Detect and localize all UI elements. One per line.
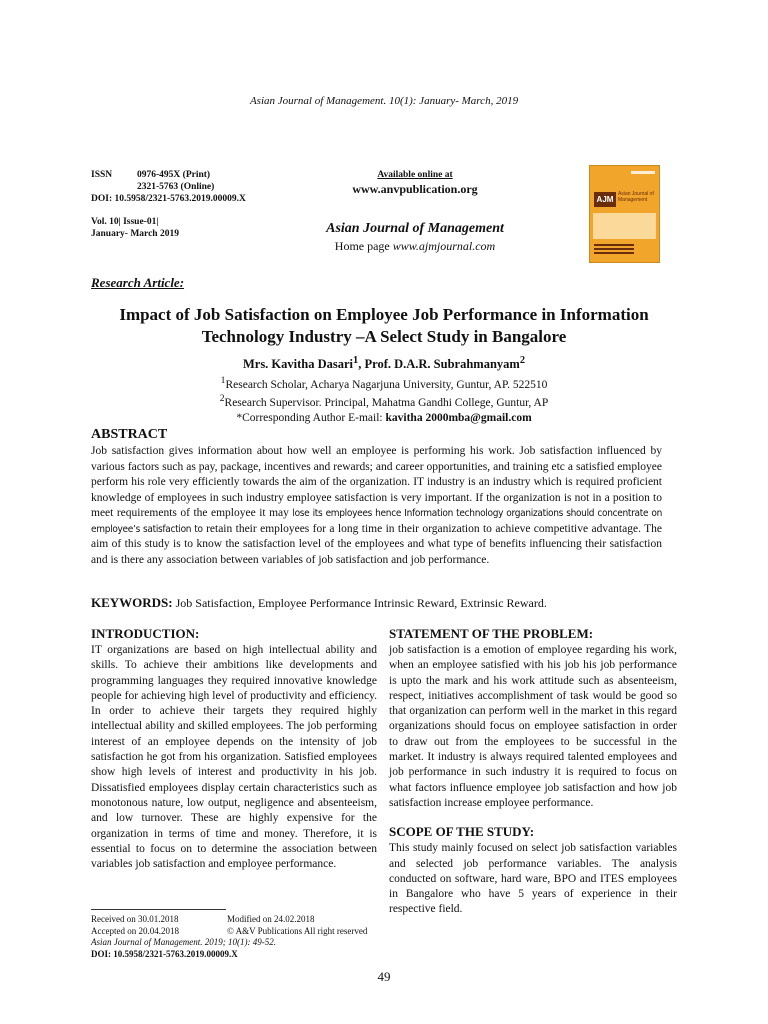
- introduction-body: IT organizations are based on high intellectual ability and skills. To achieve their ambitions like developments and programming languages they required innovative knowledge people for achieving high level of productivity and efficiency. In order to achieve their targets they required highly intellectual ability and skilled employees. The job performing interest of an employee depends on the intensity of job satisfaction he got from his organization. Satisfied employees show high levels of interest and productivity in his job. Dissatisfied employees display certain characteristics such as monotonous nature, low output, negligence and absenteeism, and low turnover. These are highly expensive for the organization in terms of time and money. Therefore, it is essential to focus on to determine the association between variables job satisfaction and employee performance.: [91, 644, 377, 871]
- abstract-body: [91, 444, 662, 568]
- availability-block: [320, 170, 510, 197]
- affiliation-2-text: Research Supervisor. Principal, Mahatma Gandhi College, Guntur, AP: [224, 397, 549, 410]
- article-type: Research Article:: [91, 275, 185, 290]
- keywords-label: KEYWORDS:: [91, 595, 173, 610]
- corresponding-author: [0, 411, 768, 426]
- corresponding-label: *Corresponding Author E-mail:: [236, 411, 383, 424]
- statement-heading: STATEMENT OF THE PROBLEM:: [389, 626, 594, 641]
- copyright-notice: © A&V Publications All right reserved: [227, 925, 368, 936]
- author-1-sup: 1: [353, 355, 359, 366]
- journal-home-url[interactable]: www.ajmjournal.com: [392, 239, 496, 253]
- abstract-part-3: retain their employees for a long time in their organization to achieve competitive advantage. The aim of this study is to know the satisfaction level of the employees and what type of benefits influencing their satisfaction and is there any association between variables of job satisfaction and job performance.: [91, 522, 663, 566]
- footer-doi: DOI: 10.5958/2321-5763.2019.00009.X: [91, 948, 238, 959]
- keywords-text: Job Satisfaction, Employee Performance Intrinsic Reward, Extrinsic Reward.: [172, 596, 547, 610]
- scope-heading: SCOPE OF THE STUDY:: [389, 824, 535, 840]
- right-column: [389, 626, 677, 918]
- affiliation-2: [0, 392, 768, 410]
- affiliation-1-text: Research Scholar, Acharya Nagarjuna University, Guntur, AP. 522510: [225, 378, 548, 391]
- journal-cover-image: [589, 165, 660, 263]
- corresponding-email[interactable]: kavitha 2000mba@gmail.com: [385, 411, 532, 424]
- issn-print: 0976-495X (Print): [137, 170, 211, 180]
- issn-doi: DOI: 10.5958/2321-5763.2019.00009.X: [91, 194, 246, 204]
- page-number: 49: [377, 969, 391, 984]
- footnote-divider: [91, 909, 226, 910]
- affiliation-2-sup: 2: [219, 393, 225, 405]
- running-head: Asian Journal of Management. 10(1): January- March, 2019: [249, 95, 519, 107]
- modified-date: Modified on 24.02.2018: [227, 914, 315, 924]
- received-date: Received on 30.01.2018: [91, 914, 179, 924]
- journal-name: Asian Journal of Management: [326, 221, 504, 236]
- volume-date: January- March 2019: [91, 229, 179, 239]
- introduction-heading: INTRODUCTION:: [91, 626, 200, 641]
- affiliation-1: [0, 374, 768, 392]
- abstract-part-1: Job satisfaction gives information about how well an employee is performing his work. Job satisfaction influenced by various factors such as pay, package, incentives and rewards; and career opportunities, and training etc a satisfied employee perform his role very efficiently towards the aim of the organization. IT industry is an industry which is required proficient knowledge of employees in such industry employee satisfaction is very important. If the organization is not in a position to meet requirements of the employee it may: [91, 445, 662, 519]
- volume-block: [91, 216, 179, 240]
- author-separator: ,: [358, 357, 365, 372]
- abstract-part-2: lose its employees hence Information technology organizations should concentrate on employee’s satisfaction to: [91, 508, 662, 535]
- availability-label: Available online at: [377, 170, 453, 180]
- author-2: Prof. D.A.R. Subrahmanyam: [364, 357, 520, 372]
- keywords: [91, 595, 691, 611]
- citation: Asian Journal of Management. 2019; 10(1): 49-52.: [91, 937, 276, 947]
- scope-body: This study mainly focused on select job satisfaction variables and selected job performance variables. The analysis conducted on software, hard ware, BPO and ITES employees in Bangalore who have 5 years of experience in their respective field.: [389, 842, 677, 916]
- affiliation-1-sup: 1: [220, 375, 226, 386]
- journal-home: [300, 239, 530, 254]
- cover-logo: AJM: [594, 192, 616, 207]
- issn-label: ISSN: [91, 170, 113, 180]
- volume-issue: Vol. 10| Issue-01|: [91, 217, 159, 227]
- author-1: Mrs. Kavitha Dasari: [242, 357, 354, 372]
- author-line: [0, 355, 768, 372]
- cover-top-bar: [631, 171, 655, 174]
- cover-text-lines: [594, 244, 634, 246]
- journal-home-label: Home page: [334, 239, 390, 253]
- issn-online: 2321-5763 (Online): [137, 182, 215, 192]
- left-column: [91, 626, 377, 872]
- publication-footer: [91, 914, 391, 960]
- article-title: Impact of Job Satisfaction on Employee Job Performance in Information Technology Industry –A Select Study in Bangalore: [119, 305, 649, 346]
- issn-block: [91, 169, 246, 205]
- cover-band: [593, 213, 656, 239]
- author-2-sup: 2: [519, 355, 526, 366]
- abstract-heading: ABSTRACT: [91, 427, 168, 442]
- statement-body: job satisfaction is a emotion of employee regarding his work, when an employee satisfied with his job his job performance is upto the mark and his work attitude such as absenteeism, respect, initiatives accomplishment of task would be good so that organization can perform well in the market in this regard organizations should focus on employee satisfaction in order to draw out from the employees to be successful in the market. It industry is always required talented employees and job performance in such industry it is required to focus on what factors influence employee job satisfaction and how job satisfaction increase employee performance.: [389, 644, 677, 809]
- cover-title: Asian Journal of Management: [618, 191, 654, 203]
- accepted-date: Accepted on 20.04.2018: [91, 925, 179, 936]
- affiliations: [0, 374, 768, 425]
- publisher-url[interactable]: www.anvpublication.org: [352, 182, 478, 196]
- journal-block: [300, 221, 530, 254]
